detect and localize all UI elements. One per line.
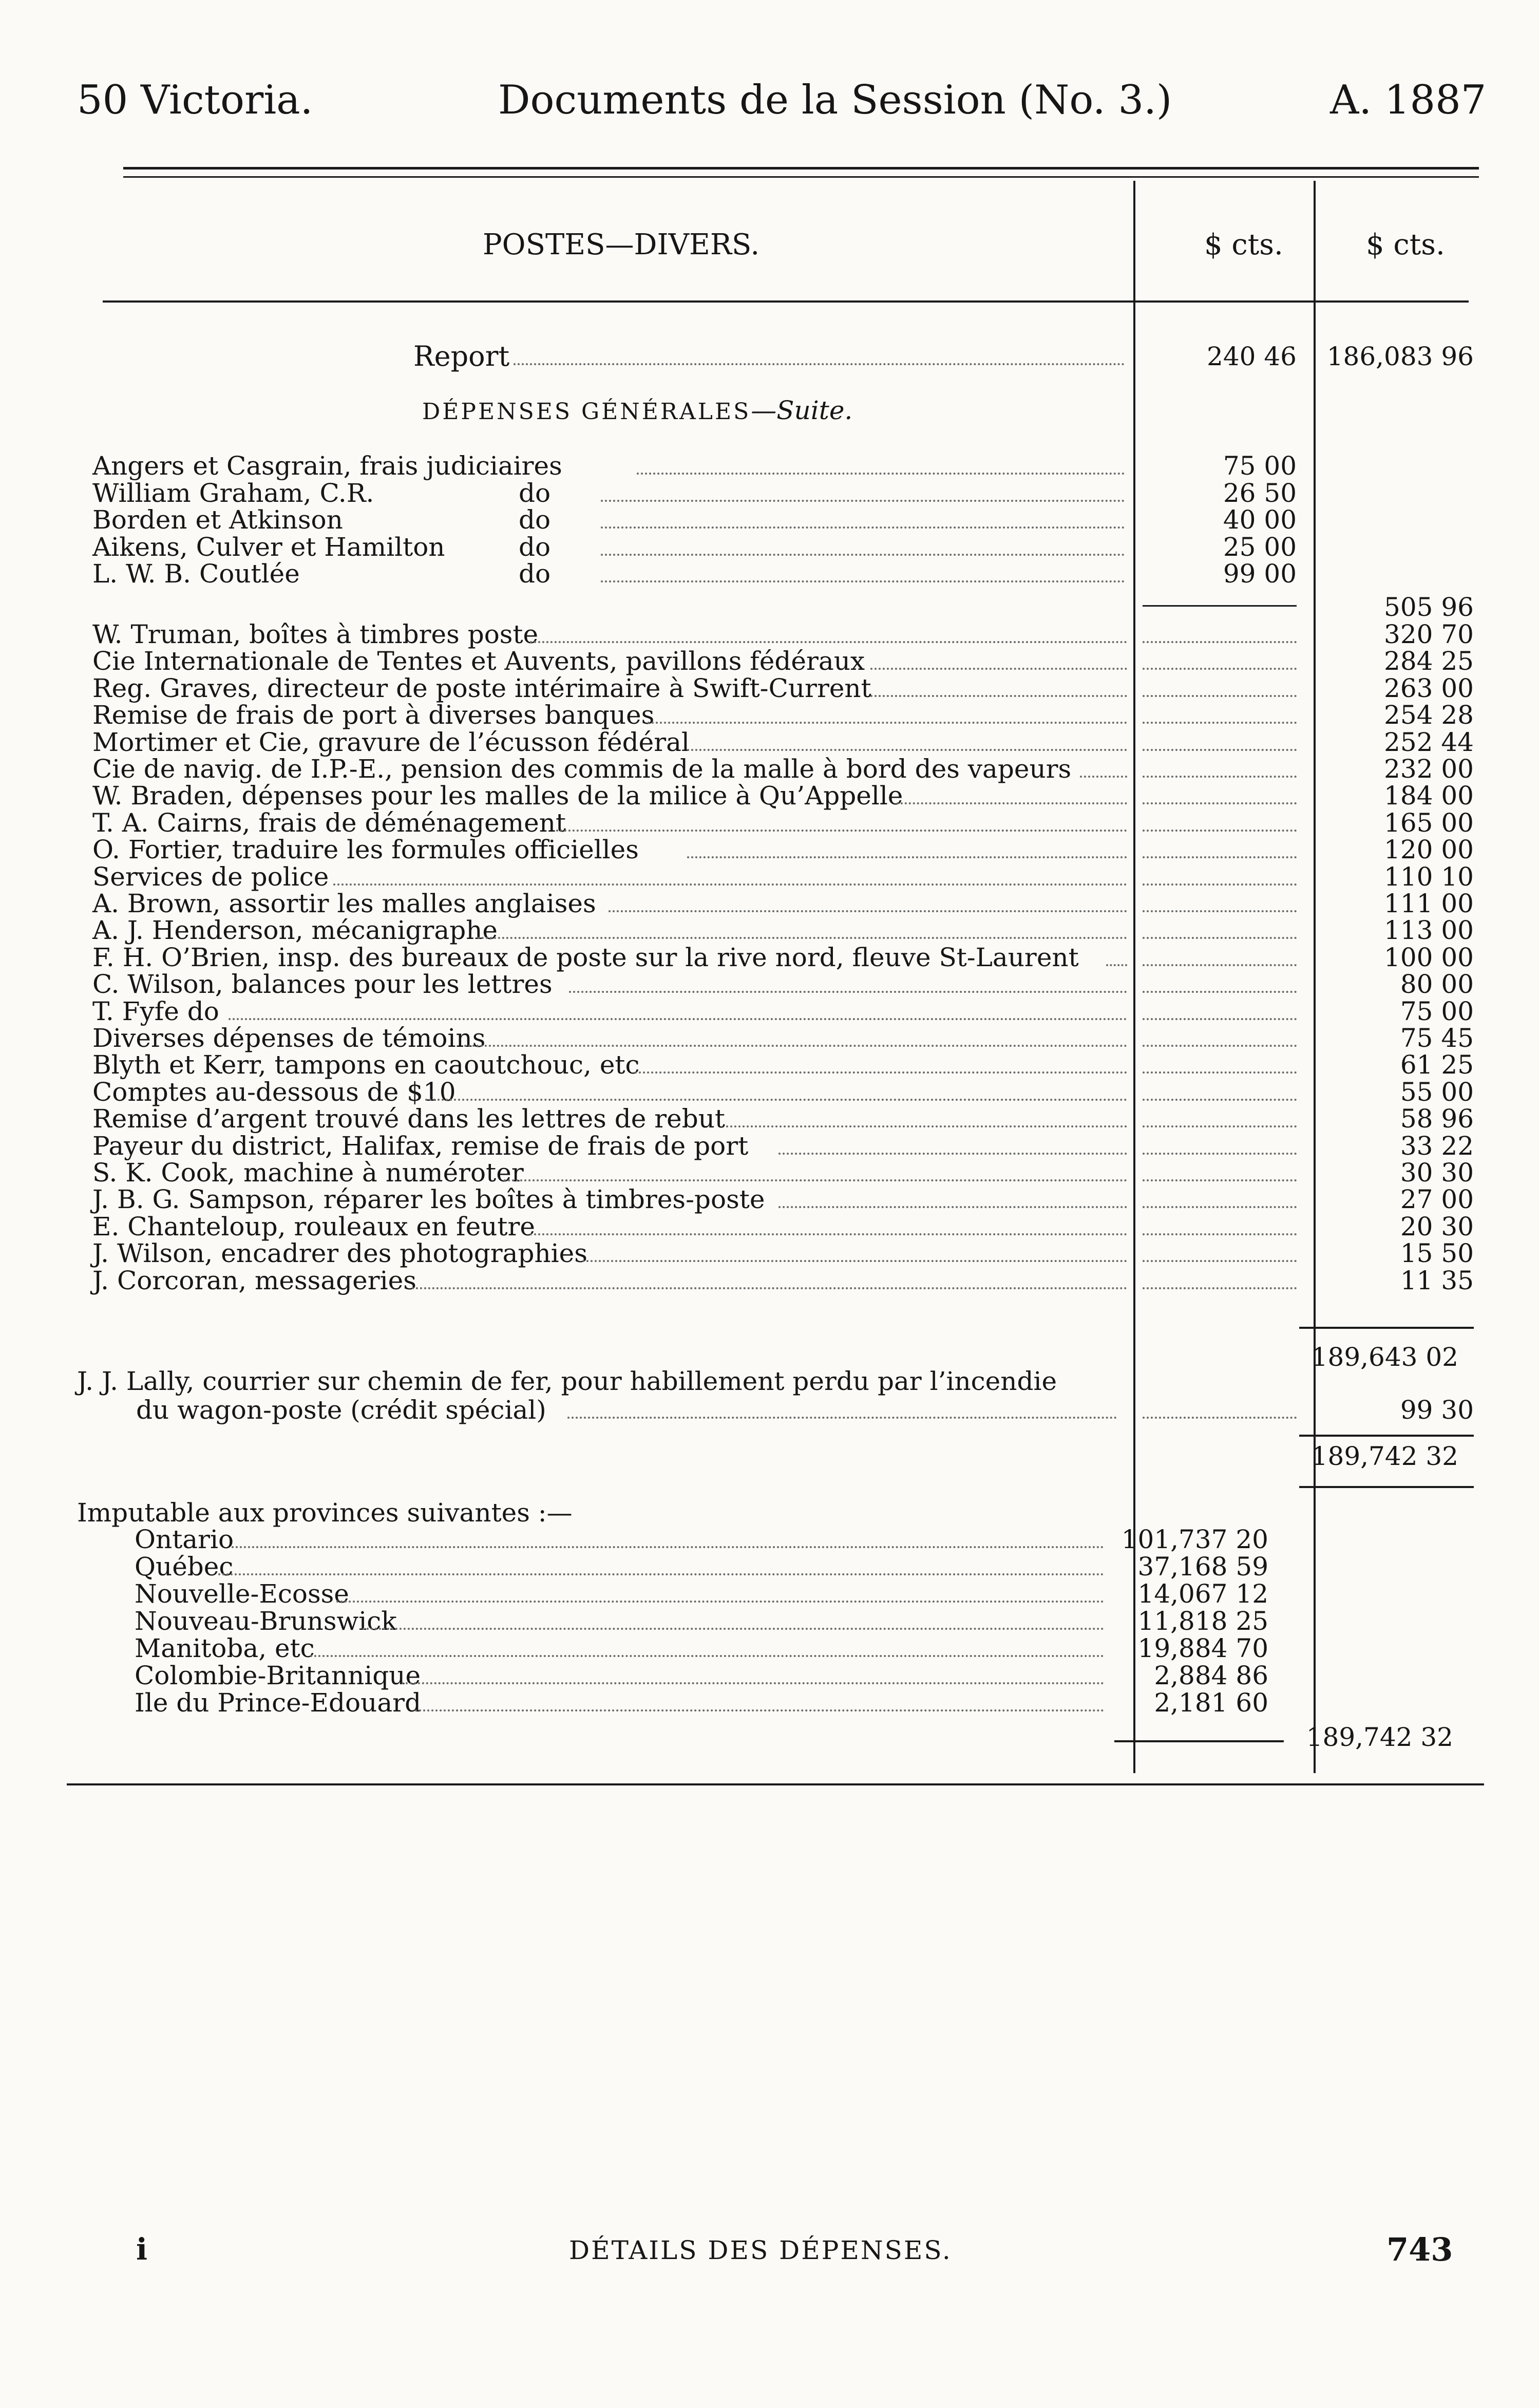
expense-item-label: E. Chanteloup, rouleaux en feutre xyxy=(92,1211,535,1241)
expense-item-amount: 113 00 xyxy=(1384,915,1474,946)
leader-dots xyxy=(870,668,1128,670)
expense-item-label: Remise de frais de port à diverses banques xyxy=(92,700,655,730)
column-header-dollars-1: $ cts. xyxy=(1204,228,1283,261)
leader-dots xyxy=(402,1682,1104,1684)
judicial-entry-amount: 99 00 xyxy=(1223,559,1297,589)
judicial-entry-amount: 25 00 xyxy=(1223,532,1297,562)
leader-dots xyxy=(478,937,1128,939)
leader-dots xyxy=(415,1709,1105,1711)
leader-dots xyxy=(1143,830,1297,832)
leader-dots xyxy=(1143,1417,1297,1419)
ditto-mark: do xyxy=(519,505,551,535)
header-session-year: 50 Victoria. xyxy=(77,77,313,123)
table-header-rule xyxy=(103,300,1469,303)
expense-item-amount: 120 00 xyxy=(1384,835,1474,865)
subtotal-amount-2: 189,742 32 xyxy=(1311,1441,1458,1471)
leader-dots xyxy=(635,1071,1128,1074)
leader-dots xyxy=(1143,856,1297,858)
province-name: Québec xyxy=(135,1552,234,1582)
expense-item-label: J. Corcoran, messageries xyxy=(92,1265,416,1295)
expense-item-label: Diverses dépenses de témoins xyxy=(92,1023,486,1053)
footer-title: DÉTAILS DES DÉPENSES. xyxy=(569,2235,952,2265)
leader-dots xyxy=(778,1206,1127,1208)
table-bottom-rule xyxy=(67,1783,1484,1785)
leader-dots xyxy=(1143,1233,1297,1235)
leader-dots xyxy=(726,1125,1127,1127)
leader-dots xyxy=(897,802,1128,804)
expense-item-amount: 15 50 xyxy=(1400,1238,1474,1269)
lally-line-1: J. J. Lally, courrier sur chemin de fer, pour habillement perdu par l’incendie xyxy=(77,1366,1057,1396)
leader-dots xyxy=(363,1628,1105,1630)
leader-dots xyxy=(1143,1071,1297,1074)
province-name: Ile du Prince-Edouard xyxy=(135,1688,422,1718)
leader-dots xyxy=(1143,668,1297,670)
expense-item-amount: 75 00 xyxy=(1400,996,1474,1026)
leader-dots xyxy=(1143,749,1297,751)
expense-item-label: O. Fortier, traduire les formules officielles xyxy=(92,835,639,865)
leader-dots xyxy=(336,1601,1105,1603)
leader-dots xyxy=(1143,1287,1297,1289)
expense-item-amount: 254 28 xyxy=(1384,700,1474,730)
expense-item-label: J. Wilson, encadrer des photographies xyxy=(92,1238,587,1269)
leader-dots xyxy=(601,526,1125,529)
leader-dots xyxy=(556,830,1128,832)
expense-item-amount: 58 96 xyxy=(1400,1104,1474,1134)
expense-item-amount: 110 10 xyxy=(1384,861,1474,892)
leader-dots xyxy=(1143,1179,1297,1181)
leader-dots xyxy=(1143,937,1297,939)
province-amount: 2,884 86 xyxy=(1154,1661,1268,1690)
leader-dots xyxy=(1143,991,1297,993)
leader-dots xyxy=(514,363,1125,365)
column-header-dollars-2: $ cts. xyxy=(1366,228,1445,261)
leader-dots xyxy=(601,500,1125,502)
expense-item-label: Cie Internationale de Tentes et Auvents, pavillons fédéraux xyxy=(92,646,865,676)
judicial-entry-amount: 40 00 xyxy=(1223,505,1297,535)
leader-dots xyxy=(1143,695,1297,697)
expense-item-amount: 111 00 xyxy=(1384,889,1474,918)
header-rule-bottom xyxy=(123,176,1479,178)
leader-dots xyxy=(637,473,1125,475)
leader-dots xyxy=(601,554,1125,556)
province-amount: 14,067 12 xyxy=(1137,1579,1268,1609)
expense-item-amount: 184 00 xyxy=(1384,781,1474,811)
expense-item-amount: 55 00 xyxy=(1400,1077,1474,1107)
subtotal-amount-1: 189,643 02 xyxy=(1311,1342,1458,1372)
leader-dots xyxy=(687,856,1128,858)
province-amount: 101,737 20 xyxy=(1121,1525,1268,1554)
leader-dots xyxy=(232,1546,1105,1548)
judicial-entry-name: Angers et Casgrain, frais judiciaires xyxy=(92,451,562,481)
leader-dots xyxy=(1143,802,1297,804)
leader-dots xyxy=(1143,1206,1297,1208)
expense-item-amount: 75 45 xyxy=(1400,1023,1474,1053)
expense-item-amount: 61 25 xyxy=(1400,1050,1474,1080)
leader-dots xyxy=(1143,883,1297,886)
leader-dots xyxy=(412,1287,1127,1289)
section-title-text: DÉPENSES GÉNÉRALES xyxy=(422,399,751,425)
leader-dots xyxy=(1143,910,1297,912)
expense-item-label: Blyth et Kerr, tampons en caoutchouc, etc xyxy=(92,1050,640,1080)
province-amount: 2,181 60 xyxy=(1154,1688,1268,1718)
leader-dots xyxy=(1143,1045,1297,1047)
expense-item-amount: 11 35 xyxy=(1400,1265,1474,1295)
judicial-entry-name: L. W. B. Coutlée xyxy=(92,559,300,589)
judicial-entry-name: Borden et Atkinson xyxy=(92,505,343,535)
expense-item-label: S. K. Cook, machine à numéroter xyxy=(92,1158,524,1188)
leader-dots xyxy=(1106,964,1128,966)
ditto-mark: do xyxy=(519,532,551,562)
expense-item-label: T. A. Cairns, frais de déménagement xyxy=(92,807,566,838)
expense-item-label: Mortimer et Cie, gravure de l’écusson fédéral xyxy=(92,727,690,757)
judicial-entry-amount: 75 00 xyxy=(1223,451,1297,481)
province-name: Nouvelle-Ecosse xyxy=(135,1579,349,1609)
expense-item-label: Cie de navig. de I.P.-E., pension des commis de la malle à bord des vapeurs xyxy=(92,754,1072,784)
expense-item-label: Remise d’argent trouvé dans les lettres de rebut xyxy=(92,1104,726,1134)
footer-page-number: 743 xyxy=(1386,2231,1453,2268)
header-year: A. 1887 xyxy=(1330,77,1487,123)
ditto-mark: do xyxy=(519,478,551,508)
expense-item-amount: 100 00 xyxy=(1384,942,1474,972)
leader-dots xyxy=(870,695,1128,697)
expense-item-label: A. Brown, assortir les malles anglaises xyxy=(92,889,596,918)
table-title: POSTES—DIVERS. xyxy=(483,228,760,261)
footer-left-mark: i xyxy=(136,2232,148,2267)
leader-dots xyxy=(530,641,1128,643)
province-amount: 11,818 25 xyxy=(1137,1606,1268,1636)
expense-item-amount: 33 22 xyxy=(1400,1131,1474,1161)
subtotal-rule-1 xyxy=(1299,1327,1474,1329)
header-document-title: Documents de la Session (No. 3.) xyxy=(498,77,1172,123)
expense-item-label: F. H. O’Brien, insp. des bureaux de poste sur la rive nord, fleuve St-Laurent xyxy=(92,942,1079,972)
leader-dots xyxy=(1143,1125,1297,1127)
expense-item-label: T. Fyfe do xyxy=(92,996,219,1026)
leader-dots xyxy=(1143,1099,1297,1101)
section-title-suffix: —Suite. xyxy=(751,396,853,425)
report-label: Report xyxy=(413,340,510,372)
leader-dots xyxy=(1143,641,1297,643)
section-title xyxy=(422,397,852,426)
province-name: Manitoba, etc xyxy=(135,1633,315,1663)
subtotal-rule-3 xyxy=(1299,1486,1474,1488)
expense-item-amount: 80 00 xyxy=(1400,969,1474,1000)
province-name: Nouveau-Brunswick xyxy=(135,1606,397,1636)
column-divider-2 xyxy=(1314,181,1316,1773)
leader-dots xyxy=(333,883,1127,886)
leader-dots xyxy=(582,1260,1128,1262)
expense-item-label: Payeur du district, Halifax, remise de frais de port xyxy=(92,1131,749,1161)
header-rule-top xyxy=(123,167,1479,170)
judicial-subtotal-rule xyxy=(1143,605,1297,607)
province-amount: 37,168 59 xyxy=(1137,1552,1268,1582)
expense-item-amount: 27 00 xyxy=(1400,1184,1474,1215)
report-amount-col2: 186,083 96 xyxy=(1326,342,1474,371)
leader-dots xyxy=(1143,722,1297,724)
report-amount-col1: 240 46 xyxy=(1207,342,1297,371)
expense-item-label: A. J. Henderson, mécanigraphe xyxy=(92,915,498,946)
province-amount: 19,884 70 xyxy=(1137,1633,1268,1663)
provinces-total-amount: 189,742 32 xyxy=(1306,1722,1453,1752)
leader-dots xyxy=(1143,1260,1297,1262)
leader-dots xyxy=(1143,776,1297,778)
judicial-entry-name: William Graham, C.R. xyxy=(92,478,374,508)
judicial-entry-name: Aikens, Culver et Hamilton xyxy=(92,532,445,562)
leader-dots xyxy=(687,749,1128,751)
expense-item-amount: 232 00 xyxy=(1384,754,1474,784)
leader-dots xyxy=(504,1179,1128,1181)
leader-dots xyxy=(218,1573,1104,1575)
expense-item-amount: 20 30 xyxy=(1400,1211,1474,1241)
leader-dots xyxy=(1143,1018,1297,1020)
leader-dots xyxy=(530,1233,1128,1235)
leader-dots xyxy=(609,910,1128,912)
leader-dots xyxy=(229,1018,1127,1020)
subtotal-rule-2 xyxy=(1299,1435,1474,1437)
expense-item-amount: 320 70 xyxy=(1384,619,1474,649)
province-name: Ontario xyxy=(135,1525,234,1554)
leader-dots xyxy=(1080,776,1128,778)
leader-dots xyxy=(569,991,1127,993)
leader-dots xyxy=(1143,964,1297,966)
ditto-mark: do xyxy=(519,559,551,589)
leader-dots xyxy=(601,580,1125,582)
provinces-total-rule xyxy=(1114,1740,1284,1742)
expense-item-label: Reg. Graves, directeur de poste intérimaire à Swift-Current xyxy=(92,673,871,703)
leader-dots xyxy=(425,1099,1128,1101)
expense-item-label: J. B. G. Sampson, réparer les boîtes à timbres-poste xyxy=(92,1184,765,1215)
expense-item-label: C. Wilson, balances pour les lettres xyxy=(92,969,553,1000)
expense-item-amount: 263 00 xyxy=(1384,673,1474,703)
leader-dots xyxy=(648,722,1127,724)
judicial-total-amount: 505 96 xyxy=(1384,592,1474,622)
expense-item-label: W. Braden, dépenses pour les malles de la milice à Qu’Appelle xyxy=(92,781,903,811)
leader-dots xyxy=(778,1153,1127,1155)
leader-dots xyxy=(1143,1153,1297,1155)
province-name: Colombie-Britannique xyxy=(135,1661,421,1690)
expense-item-label: W. Truman, boîtes à timbres poste xyxy=(92,619,539,649)
lally-line-2: du wagon-poste (crédit spécial) xyxy=(136,1395,546,1425)
judicial-entry-amount: 26 50 xyxy=(1223,478,1297,508)
lally-amount: 99 30 xyxy=(1400,1395,1474,1425)
provinces-title: Imputable aux provinces suivantes :— xyxy=(77,1498,573,1528)
expense-item-amount: 284 25 xyxy=(1384,646,1474,676)
leader-dots xyxy=(567,1417,1117,1419)
expense-item-label: Comptes au-dessous de $10 xyxy=(92,1077,456,1107)
expense-item-amount: 30 30 xyxy=(1400,1158,1474,1188)
leader-dots xyxy=(464,1045,1127,1047)
expense-item-amount: 165 00 xyxy=(1384,807,1474,838)
expense-item-label: Services de police xyxy=(92,861,329,892)
expense-item-amount: 252 44 xyxy=(1384,727,1474,757)
leader-dots xyxy=(310,1655,1105,1657)
